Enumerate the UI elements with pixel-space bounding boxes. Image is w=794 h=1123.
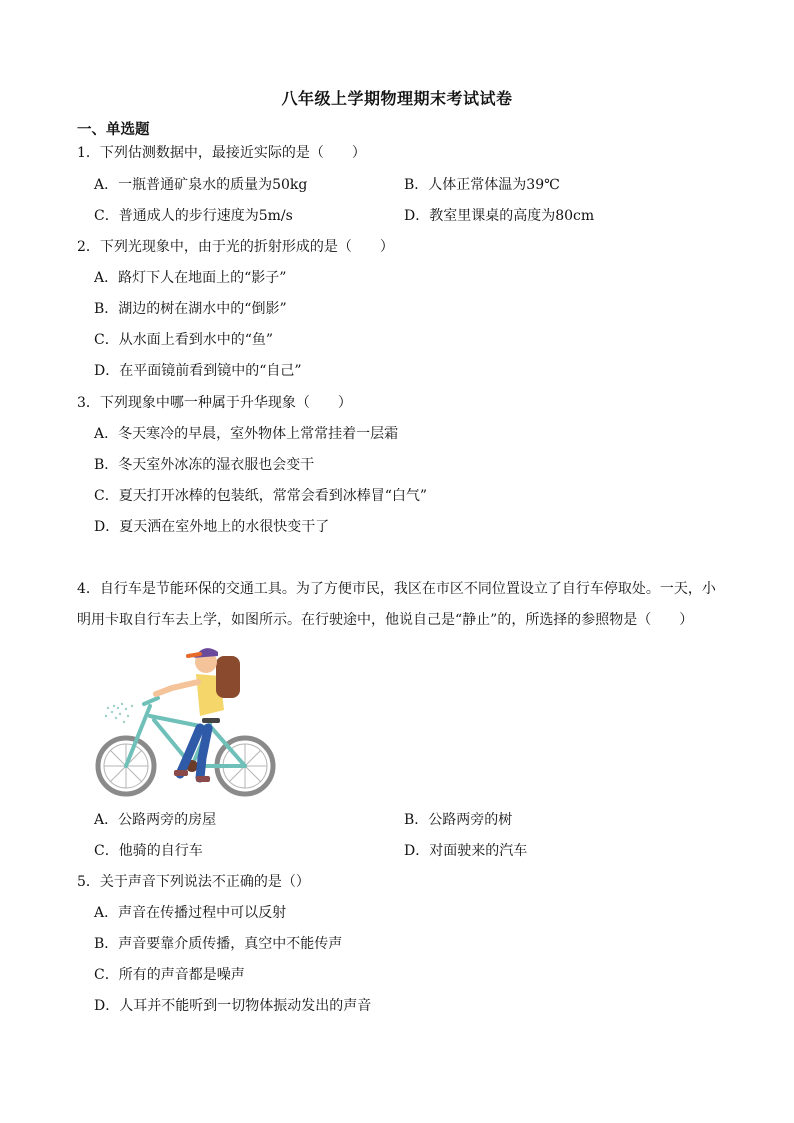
question-1-option-d[interactable]: D．教室里课桌的高度为80cm (404, 208, 595, 224)
question-2-option-b[interactable]: B．湖边的树在湖水中的“倒影” (94, 301, 287, 317)
question-2-option-c[interactable]: C．从水面上看到水中的“鱼” (94, 332, 274, 348)
question-4-option-a[interactable]: A．公路两旁的房屋 (94, 812, 217, 828)
question-3-option-d[interactable]: D．夏天洒在室外地上的水很快变干了 (94, 519, 330, 535)
question-5-option-b[interactable]: B．声音要靠介质传播，真空中不能传声 (94, 936, 343, 952)
question-2-option-d[interactable]: D．在平面镜前看到镜中的“自己” (94, 363, 302, 379)
question-2-stem: 2．下列光现象中，由于光的折射形成的是（ ） (77, 239, 394, 255)
question-3-option-a[interactable]: A．冬天寒冷的早晨，室外物体上常常挂着一层霜 (94, 426, 399, 442)
question-3-option-c[interactable]: C．夏天打开冰棒的包装纸，常常会看到冰棒冒“白气” (94, 488, 428, 504)
question-1-option-a[interactable]: A．一瓶普通矿泉水的质量为50kg (94, 177, 308, 193)
question-2-option-a[interactable]: A．路灯下人在地面上的“影子” (94, 270, 287, 286)
question-1-option-b[interactable]: B．人体正常体温为39℃ (404, 177, 560, 193)
backpack (216, 656, 240, 698)
question-3-stem: 3．下列现象中哪一种属于升华现象（ ） (77, 395, 352, 411)
rider-arm (156, 682, 198, 694)
shoe-front (174, 770, 188, 776)
question-4-option-d[interactable]: D．对面驶来的汽车 (404, 843, 528, 859)
question-5-stem: 5．关于声音下列说法不正确的是（） (77, 874, 310, 890)
question-5-option-d[interactable]: D．人耳并不能听到一切物体振动发出的声音 (94, 998, 372, 1014)
page-title: 八年级上学期物理期末考试试卷 (281, 89, 513, 108)
cap-brim (188, 654, 200, 656)
question-1-stem: 1．下列估测数据中，最接近实际的是（ ） (77, 145, 366, 161)
shoe-back (196, 776, 210, 782)
question-3-option-b[interactable]: B．冬天室外冰冻的湿衣服也会变干 (94, 457, 315, 473)
question-5-option-c[interactable]: C．所有的声音都是噪声 (94, 967, 245, 983)
section-heading-single-choice: 一、单选题 (77, 121, 150, 138)
question-4-stem: 4．自行车是节能环保的交通工具。为了方便市民，我区在市区不同位置设立了自行车停取处。一天，小明用卡取自行车去上学，如图所示。在行驶途中，他说自己是“静止”的，所选择的参照物是（ ） (77, 581, 716, 628)
question-4-option-b[interactable]: B．公路两旁的树 (404, 812, 513, 828)
bicycle-rider-figure (92, 636, 282, 802)
question-1-option-c[interactable]: C．普通成人的步行速度为5m/s (94, 208, 293, 224)
saddle (202, 718, 220, 723)
spray-dots (105, 703, 133, 723)
question-5-option-a[interactable]: A．声音在传播过程中可以反射 (94, 905, 287, 921)
question-4-option-c[interactable]: C．他骑的自行车 (94, 843, 203, 859)
